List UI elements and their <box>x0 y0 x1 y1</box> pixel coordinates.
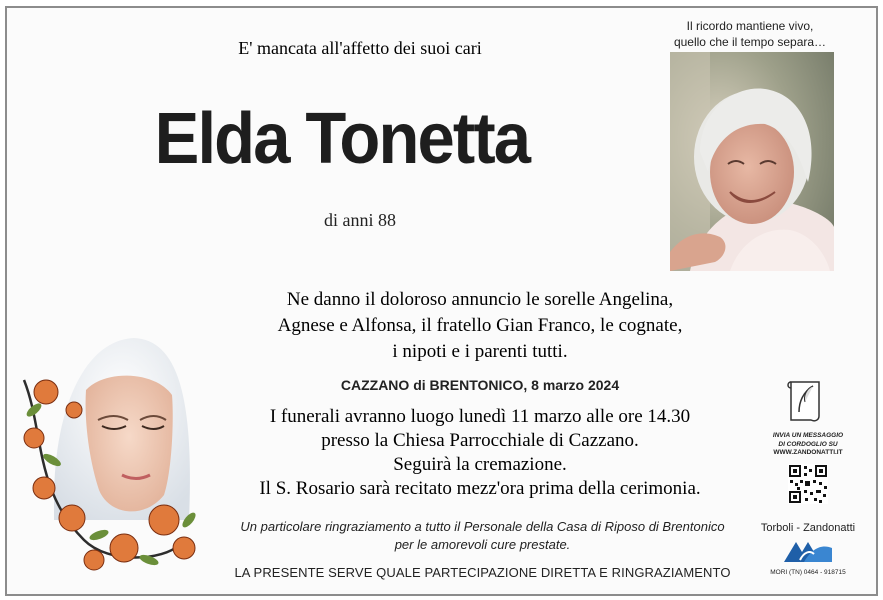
announcement-line: Agnese e Alfonsa, il fratello Gian Franco, le cognate, <box>277 315 683 336</box>
agency-name: Torboli - Zandonatti <box>760 522 856 534</box>
deceased-photo <box>670 52 834 271</box>
announcement <box>240 287 720 365</box>
funeral-line: Seguirà la cremazione. <box>393 454 567 475</box>
agency-logo-icon <box>782 538 834 564</box>
announcement-line: Ne danno il doloroso annuncio le sorelle Angelina, <box>286 289 674 310</box>
thanks-note <box>240 518 725 554</box>
condolence-line: INVIA UN MESSAGGIO <box>772 432 844 439</box>
deceased-name: Elda Tonetta <box>154 99 530 179</box>
intro-text: E' mancata all'affetto dei suoi cari <box>238 38 482 58</box>
condolence-note <box>762 432 854 458</box>
place-date: CAZZANO di BRENTONICO, 8 marzo 2024 <box>340 377 620 393</box>
agency-phone: MORI (TN) 0464 - 918715 <box>770 569 846 576</box>
thanks-line: per le amorevoli cure prestate. <box>394 537 571 552</box>
photo-quote-line2: quello che il tempo separa… <box>673 35 827 49</box>
condolence-site-link[interactable]: WWW.ZANDONATTI.IT <box>773 449 843 456</box>
thanks-line: Un particolare ringraziamento a tutto il Personale della Casa di Riposo di Brentonico <box>240 519 725 534</box>
age-text: di anni 88 <box>324 210 396 230</box>
portrait-image <box>670 52 834 271</box>
footer-note: LA PRESENTE SERVE QUALE PARTECIPAZIONE DIRETTA E RINGRAZIAMENTO <box>234 565 731 580</box>
announcement-line: i nipoti e i parenti tutti. <box>392 341 568 362</box>
condolence-line: DI CORDOGLIO SU <box>778 440 838 448</box>
madonna-image <box>14 320 214 580</box>
scroll-quill-icon <box>785 378 825 424</box>
qr-code-icon[interactable] <box>788 464 828 504</box>
photo-quote-line1: Il ricordo mantiene vivo, <box>686 19 814 33</box>
photo-quote <box>650 18 850 50</box>
funeral-line: presso la Chiesa Parrocchiale di Cazzano. <box>321 430 639 451</box>
funeral-details <box>230 405 730 501</box>
funeral-line: Il S. Rosario sarà recitato mezz'ora prima della cerimonia. <box>259 478 701 499</box>
madonna-with-flowers-icon <box>14 320 214 580</box>
funeral-line: I funerali avranno luogo lunedì 11 marzo alle ore 14.30 <box>269 406 691 427</box>
